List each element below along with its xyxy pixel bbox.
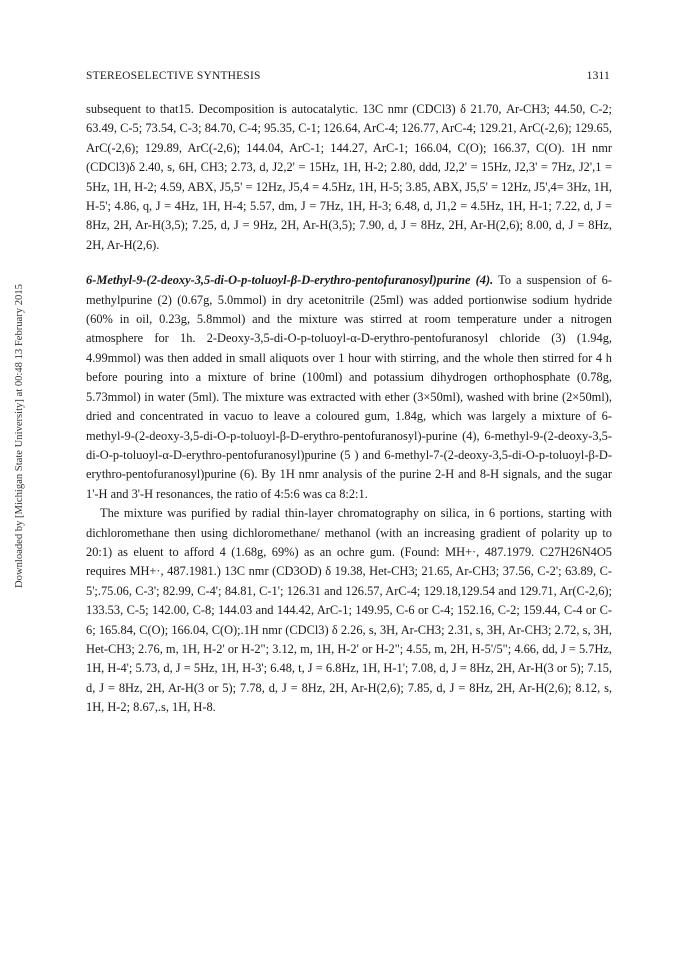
paragraph-nmr-data: subsequent to that15. Decomposition is autocatalytic. 13C nmr (CDCl3) δ 21.70, Ar-CH3; 44.50, C-2; 63.49, C-5; 73.54, C-3; 84.70, C-4; 95.35, C-1; 126.64, ArC-4; 126.77, ArC-4; 129.21, ArC(-2,6); 129.65, ArC(-2,6); 129.89, ArC(-2,6); 144.04, ArC-1; 144.27, ArC-1; 166.04, C(O); 166.37, C(O). 1H nmr (CDCl3)δ 2.40, s, 6H, CH3; 2.73, d, J2,2' = 15Hz, 1H, H-2; 2.80, ddd, J2,2' = 15Hz, J2,3' = 7Hz, J2',1 = 5Hz, 1H, H-2; 4.59, ABX, J5,5' = 12Hz, J5,4 = 4.5Hz, 1H, H-5; 3.85, ABX, J5,5' = 12Hz, J5',4= 3Hz, 1H, H-5'; 4.86, q, J = 4Hz, 1H, H-4; 5.57, dm, J = 7Hz, 1H, H-3; 6.48, d, J1,2 = 4.5Hz, 1H, H-1; 7.22, d, J = 8Hz, 2H, Ar-H(3,5); 7.25, d, J = 9Hz, 2H, Ar-H(3,5); 7.90, d, J = 8Hz, 2H, Ar-H(2,6); 8.00, d, J = 8Hz, 2H, Ar-H(2,6). bbox=[86, 102, 612, 252]
page-number: 1311 bbox=[586, 70, 610, 82]
section-title: 6-Methyl-9-(2-deoxy-3,5-di-O-p-toluoyl-β-D-erythro-pentofuranosyl)purine (4). bbox=[86, 273, 494, 288]
paragraph-compound-4 bbox=[86, 271, 612, 504]
download-watermark: Downloaded by [Michigan State University] at 00:48 13 February 2015 bbox=[14, 284, 25, 588]
procedure-text: To a suspension of 6-methylpurine (2) (0.67g, 5.0mmol) in dry acetonitrile (25ml) was added portionwise sodium hydride (60% in oil, 0.23g, 5.8mmol) and the mixture was stirred at room temperature under a nitrogen atmosphere for 1h. 2-Deoxy-3,5-di-O-p-toluoyl-α-D-erythro-pentofuranosyl chloride (3) (1.94g, 4.99mmol) was then added in small aliquots over 1 hour with stirring, and the whole then stirred for 4 h before pouring into a mixture of brine (100ml) and potassium dihydrogen orthophosphate (0.78g, 5.73mmol) in water (5ml). The mixture was extracted with ether (3×50ml), washed with brine (2×50ml), dried and concentrated in vacuo to leave a coloured gum, 1.84g, which was largely a mixture of 6-methyl-9-(2-deoxy-3,5-di-O-p-toluoyl-β-D-erythro-pentofuranosyl)-purine (4), 6-methyl-9-(2-deoxy-3,5-di-O-p-toluoyl-α-D-erythro-pentofuranosyl)purine (5 ) and 6-methyl-7-(2-deoxy-3,5-di-O-p-toluoyl-β-D-erythro-pentofuranosyl)purine (6). By 1H nmr analysis of the purine 2-H and 8-H signals, and the sugar 1'-H and 3'-H resonances, the ratio of 4:5:6 was ca 8:2:1. bbox=[86, 273, 612, 501]
running-title: STEREOSELECTIVE SYNTHESIS bbox=[86, 70, 261, 82]
body-text bbox=[86, 100, 612, 718]
paragraph-purification: The mixture was purified by radial thin-layer chromatography on silica, in 6 portions, starting with dichloromethane then using dichloromethane/ methanol (with an increasing gradient of polarity up to 20:1) as eluent to afford 4 (1.68g, 69%) as an ochre gum. (Found: MH+·, 487.1979. C27H26N4O5 requires MH+·, 487.1981.) 13C nmr (CD3OD) δ 19.38, Het-CH3; 21.65, Ar-CH3; 37.56, C-2'; 63.89, C-5';.75.06, C-3'; 82.99, C-4'; 84.81, C-1'; 126.31 and 126.57, ArC-4; 129.18,129.54 and 129.71, Ar(C-2,6); 133.53, C-5; 142.00, C-8; 144.03 and 144.42, ArC-1; 149.95, C-6 or C-4; 152.16, C-2; 159.44, C-4 or C-6; 165.84, C(O); 166.04, C(O);.1H nmr (CDCl3) δ 2.26, s, 3H, Ar-CH3; 2.31, s, 3H, Ar-CH3; 2.72, s, 3H, Het-CH3; 2.76, m, 1H, H-2' or H-2"; 3.12, m, 1H, H-2' or H-2"; 4.55, m, 2H, H-5'/5"; 4.66, dd, J = 5.7Hz, 1H, H-4'; 5.73, d, J = 5Hz, 1H, H-3'; 6.48, t, J = 6.8Hz, 1H, H-1'; 7.08, d, J = 8Hz, 2H, Ar-H(3 or 5); 7.15, d, J = 8Hz, 2H, Ar-H(3 or 5); 7.78, d, J = 8Hz, 2H, Ar-H(2,6); 7.85, d, J = 8Hz, 2H, Ar-H(2,6); 8.12, s, 1H, H-2; 8.67,.s, 1H, H-8. bbox=[86, 506, 612, 715]
